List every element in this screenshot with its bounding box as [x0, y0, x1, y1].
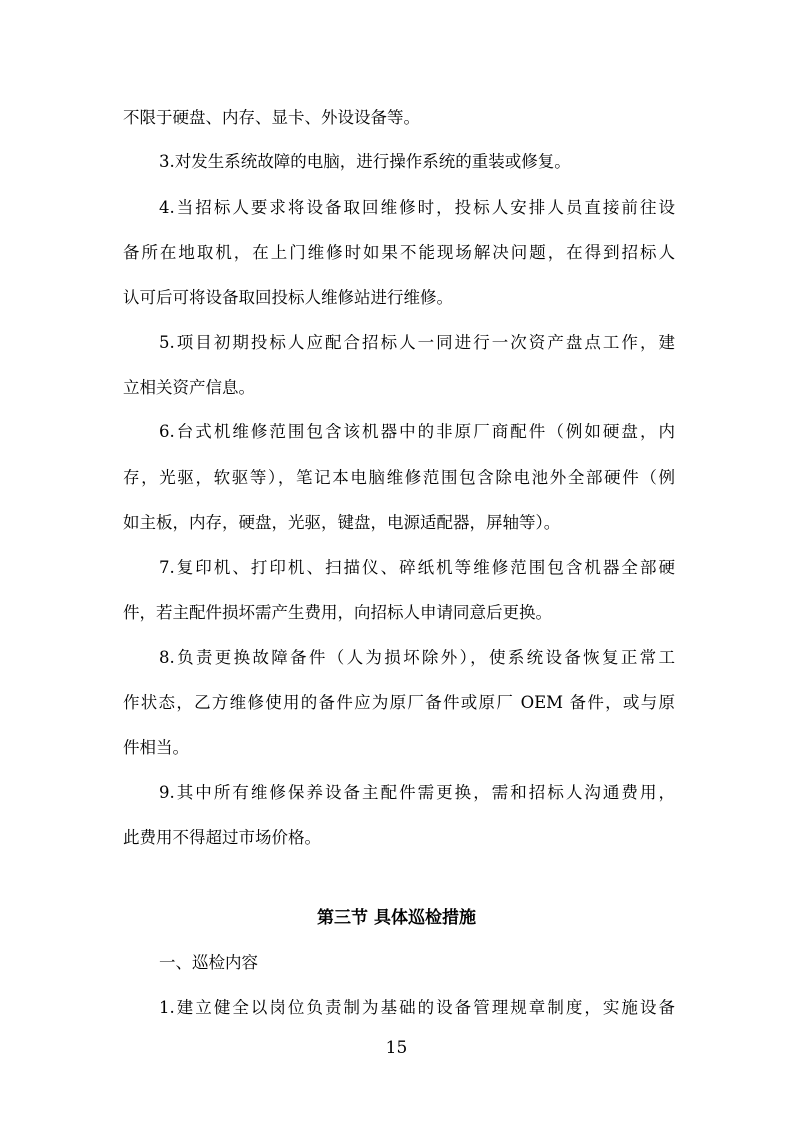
paragraph-line: 件相当。: [123, 738, 189, 757]
paragraph-line: 6.台式机维修范围包含该机器中的非原厂商配件（例如硬盘，内: [159, 422, 675, 441]
paragraph-line: 9.其中所有维修保养设备主配件需更换，需和招标人沟通费用，: [159, 783, 675, 802]
page-number: 15: [385, 1038, 408, 1058]
paragraph-line: 备所在地取机，在上门维修时如果不能现场解决问题，在得到招标人: [123, 243, 675, 262]
paragraph-line: 3.对发生系统故障的电脑，进行操作系统的重装或修复。: [159, 152, 571, 171]
paragraph-line: 如主板，内存，硬盘，光驱，键盘，电源适配器，屏轴等）。: [123, 513, 561, 532]
paragraph-line: 1.建立健全以岗位负责制为基础的设备管理规章制度，实施设备: [159, 998, 675, 1017]
paragraph-line: 不限于硬盘、内存、显卡、外设设备等。: [123, 108, 420, 127]
paragraph-line: 5.项目初期投标人应配合招标人一同进行一次资产盘点工作，建: [159, 333, 675, 352]
paragraph-line: 7.复印机、打印机、扫描仪、碎纸机等维修范围包含机器全部硬: [159, 558, 675, 577]
paragraph-line: 作状态，乙方维修使用的备件应为原厂备件或原厂 OEM 备件，或与原: [123, 693, 675, 712]
paragraph-line: 认可后可将设备取回投标人维修站进行维修。: [123, 288, 453, 307]
paragraph-line: 件，若主配件损坏需产生费用，向招标人申请同意后更换。: [123, 603, 552, 622]
paragraph-line: 此费用不得超过市场价格。: [123, 828, 321, 847]
paragraph-line: 存，光驱，软驱等），笔记本电脑维修范围包含除电池外全部硬件（例: [123, 468, 675, 487]
paragraph-line: 8.负责更换故障备件（人为损坏除外），使系统设备恢复正常工: [159, 648, 675, 667]
subheading: 一、巡检内容: [159, 953, 258, 972]
paragraph-line: 4.当招标人要求将设备取回维修时，投标人安排人员直接前往设: [159, 198, 675, 217]
section-title: 第三节 具体巡检措施: [317, 908, 476, 928]
paragraph-line: 立相关资产信息。: [123, 378, 255, 397]
